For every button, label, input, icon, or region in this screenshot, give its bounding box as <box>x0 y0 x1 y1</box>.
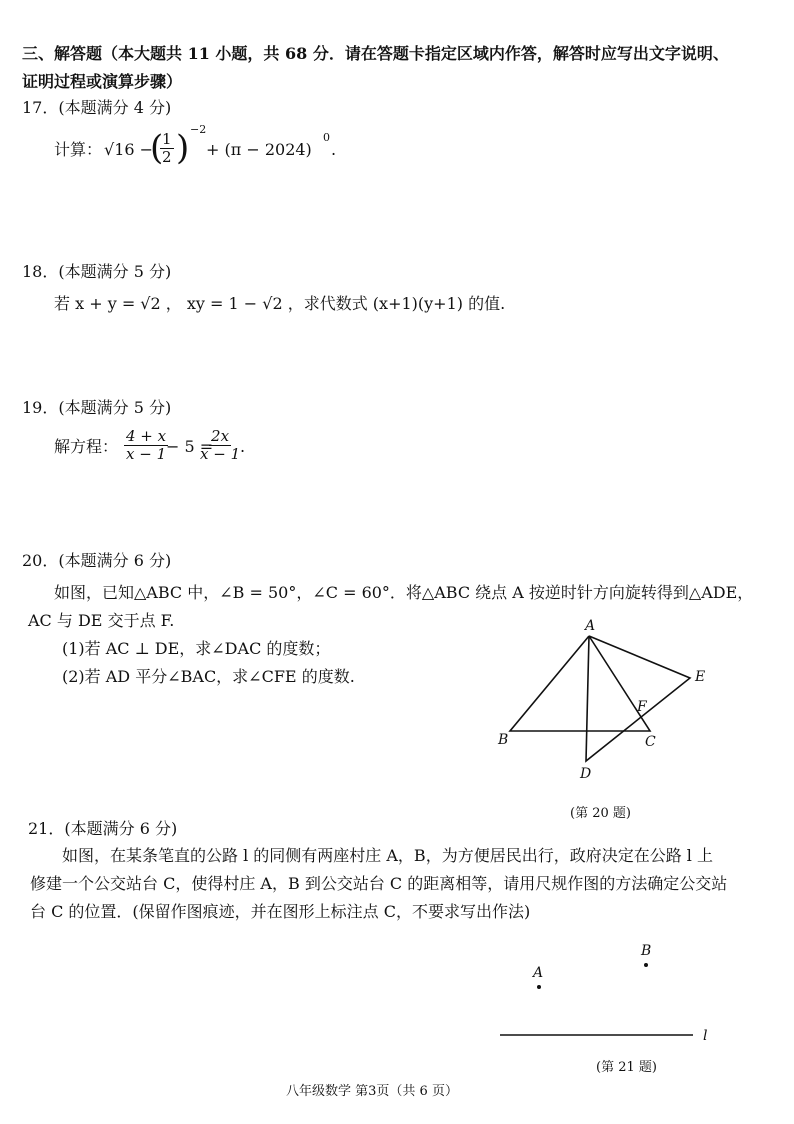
q20-label-b: B <box>498 732 509 748</box>
q20-part1: (1)若 AC ⊥ DE，求∠DAC 的度数； <box>62 639 331 658</box>
q17-frac-num: 1 <box>162 130 172 148</box>
q17-paren-right: ) <box>176 128 190 168</box>
q18-body: 若 x + y = √2 ， xy = 1 − √2 ，求代数式 (x+1)(y+1) 的值. <box>54 294 506 313</box>
q18-title: 18．(本题满分 5 分) <box>22 262 172 281</box>
q17-expr-a: √16 − <box>104 140 154 159</box>
q20-triangles <box>510 636 690 761</box>
page-footer: 八年级数学 第3页（共 6 页） <box>286 1084 458 1099</box>
q20-label-e: E <box>695 669 706 685</box>
q20-label-f: F <box>637 699 647 715</box>
q19-end: . <box>240 437 246 456</box>
q17-prefix: 计算： <box>54 140 103 159</box>
q20-line1: 如图，已知△ABC 中，∠B = 50°，∠C = 60°．将△ABC 绕点 A 按逆时针方向旋转得到△ADE， <box>54 583 754 602</box>
q21-label-l: l <box>703 1028 708 1044</box>
q21-caption: (第 21 题) <box>596 1060 657 1075</box>
q20-caption: (第 20 题) <box>570 806 631 821</box>
q21-line2: 修建一个公交站台 C，使得村庄 A，B 到公交站台 C 的距离相等，请用尺规作图的方法确定公交站 <box>30 874 728 893</box>
q17-exponent2: 0 <box>323 131 330 144</box>
q19-f1-den: x − 1 <box>126 445 167 463</box>
q17-title: 17．(本题满分 4 分) <box>22 98 172 117</box>
q21-line1: 如图，在某条笔直的公路 l 的同侧有两座村庄 A，B，为方便居民出行，政府决定在公路 l 上 <box>62 846 713 865</box>
q20-line2: AC 与 DE 交于点 F. <box>28 611 175 630</box>
q20-part2: (2)若 AD 平分∠BAC，求∠CFE 的度数. <box>62 667 355 686</box>
q17-exponent: −2 <box>190 123 207 136</box>
triangle-abc <box>510 636 650 731</box>
q20-label-a: A <box>585 618 596 634</box>
q21-title: 21．(本题满分 6 分) <box>28 819 178 838</box>
q17-frac-den: 2 <box>162 148 172 166</box>
section-header-line2: 证明过程或演算步骤） <box>22 72 183 91</box>
q19-mid: − 5 = <box>166 437 214 456</box>
q21-line3: 台 C 的位置．(保留作图痕迹，并在图形上标注点 C，不要求写出作法) <box>30 902 531 921</box>
q19-f2-num: 2x <box>211 427 230 445</box>
q17-end: . <box>331 140 337 159</box>
q20-title: 20．(本题满分 6 分) <box>22 551 172 570</box>
q17-paren-left: ( <box>150 128 164 168</box>
q19-prefix: 解方程： <box>54 437 119 456</box>
q19-f2-den: x − 1 <box>200 445 241 463</box>
q20-label-d: D <box>580 766 592 782</box>
q21-label-a: A <box>533 965 544 981</box>
q20-label-c: C <box>645 734 656 750</box>
q21-label-b: B <box>641 943 652 959</box>
section-header-line1: 三、解答题（本大题共 11 小题，共 68 分．请在答题卡指定区域内作答，解答时应写出文字说明、 <box>22 44 729 63</box>
q17-expr-b: + (π − 2024) <box>206 140 312 159</box>
q19-title: 19．(本题满分 5 分) <box>22 398 172 417</box>
q19-f1-num: 4 + x <box>126 427 167 445</box>
